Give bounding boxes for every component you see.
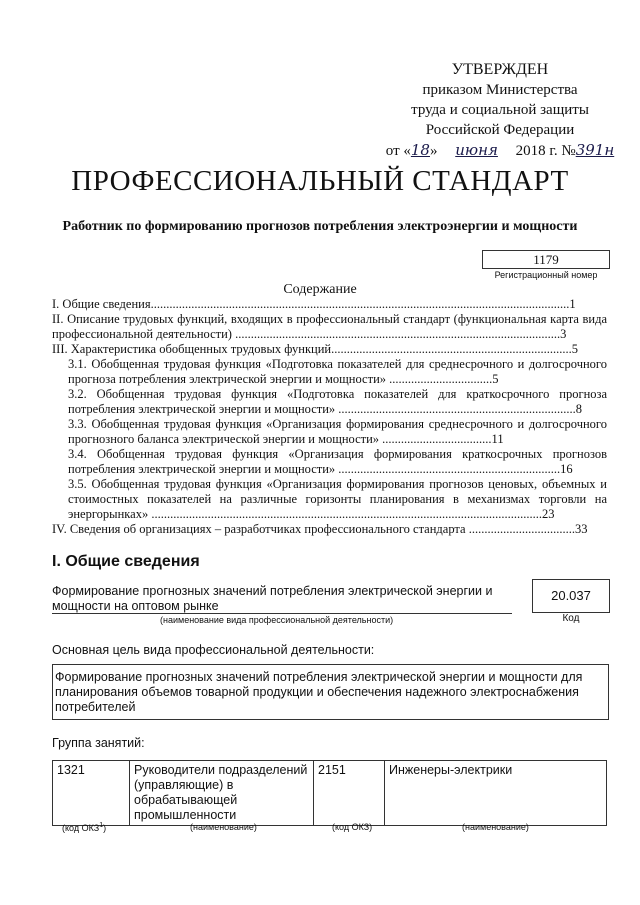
date-mid: » bbox=[429, 143, 442, 159]
name-caption: (наименование) bbox=[462, 822, 529, 832]
toc-item[interactable]: 3.3. Обобщенная трудовая функция «Организация формирования среднесрочного и долгосрочного прогнозного баланса электрической энергии и мощности» ...................................11 bbox=[68, 417, 607, 446]
approval-line: Российской Федерации bbox=[425, 122, 575, 138]
registration-label: Регистрационный номер bbox=[494, 270, 598, 280]
toc-item[interactable]: 3.1. Обобщенная трудовая функция «Подготовка показателей для среднесрочного и долгосрочного прогноза потребления электрической энергии и мощности» .................................5 bbox=[68, 357, 607, 386]
date-prefix: от « bbox=[385, 143, 411, 159]
group-name: Инженеры-электрики bbox=[385, 761, 607, 826]
order-number: 391н bbox=[575, 141, 615, 159]
group-code: 1321 bbox=[53, 761, 130, 826]
document-title: ПРОФЕССИОНАЛЬНЫЙ СТАНДАРТ bbox=[71, 165, 569, 197]
toc-item[interactable]: 3.2. Обобщенная трудовая функция «Подготовка показателей для краткосрочного прогноза потребления электрической энергии и мощности» ............................................................................8 bbox=[68, 387, 607, 416]
date-year: 2018 г. № bbox=[511, 143, 576, 159]
toc-item[interactable]: I. Общие сведения......................................................................................................................................1 bbox=[52, 297, 576, 311]
activity-code-caption: Код bbox=[562, 613, 580, 624]
section-title: I. Общие сведения bbox=[52, 553, 200, 570]
table-row bbox=[53, 761, 607, 826]
group-name: Руководители подразделений (управляющие) в обрабатывающей промышленности bbox=[130, 761, 314, 826]
date-day: 18 bbox=[410, 141, 430, 159]
goal-text: Формирование прогнозных значений потребления электрической энергии и мощности для планирования объемов товарной продукции и обеспечения надежного электроснабжения потребителей bbox=[55, 670, 583, 714]
activity-kind: Формирование прогнозных значений потребления электрической энергии и мощности на оптовом рынке bbox=[52, 584, 493, 613]
toc-item[interactable]: 3.5. Обобщенная трудовая функция «Организация формирования прогнозов ценовых, объемных и стоимостных показателей на различные горизонты планирования в механизмах торговли на энергорынках» .............................................................................................................................23 bbox=[68, 477, 607, 521]
toc-item[interactable]: 3.4. Обобщенная трудовая функция «Организация формирования краткосрочных прогнозов потребления электрической энергии и мощности» .......................................................................16 bbox=[68, 447, 607, 476]
name-caption: (наименование) bbox=[190, 822, 257, 832]
date-month: июня bbox=[455, 141, 498, 159]
table-of-contents bbox=[52, 297, 607, 537]
approval-line: труда и социальной защиты bbox=[411, 102, 589, 118]
occupation-group-table bbox=[52, 760, 607, 826]
code-caption: (код ОКЗ) bbox=[332, 822, 373, 832]
approval-heading: УТВЕРЖДЕН bbox=[451, 61, 549, 78]
toc-heading: Содержание bbox=[283, 282, 357, 297]
code-caption: (код ОКЗ$^1$) bbox=[62, 822, 107, 833]
approval-line: приказом Министерства bbox=[422, 82, 578, 98]
approval-date bbox=[370, 140, 630, 161]
activity-kind-caption: (наименование вида профессиональной деятельности) bbox=[160, 615, 394, 625]
registration-number: 1179 bbox=[482, 250, 610, 269]
approval-block bbox=[370, 60, 630, 161]
underline-divider bbox=[52, 613, 512, 614]
toc-item[interactable]: IV. Сведения об организациях – разработчиках профессионального стандарта ..................................33 bbox=[52, 522, 588, 536]
group-label: Группа занятий: bbox=[52, 736, 145, 750]
toc-item[interactable]: II. Описание трудовых функций, входящих в профессиональный стандарт (функциональная карта вида профессиональной деятельности) ........................................................................................................3 bbox=[52, 312, 607, 341]
document-subtitle: Работник по формированию прогнозов потребления электроэнергии и мощности bbox=[62, 219, 578, 234]
toc-item[interactable]: III. Характеристика обобщенных трудовых функций.............................................................................5 bbox=[52, 342, 578, 356]
activity-code: 20.037 bbox=[532, 579, 610, 613]
group-code: 2151 bbox=[314, 761, 385, 826]
goal-label: Основная цель вида профессиональной деятельности: bbox=[52, 643, 375, 657]
